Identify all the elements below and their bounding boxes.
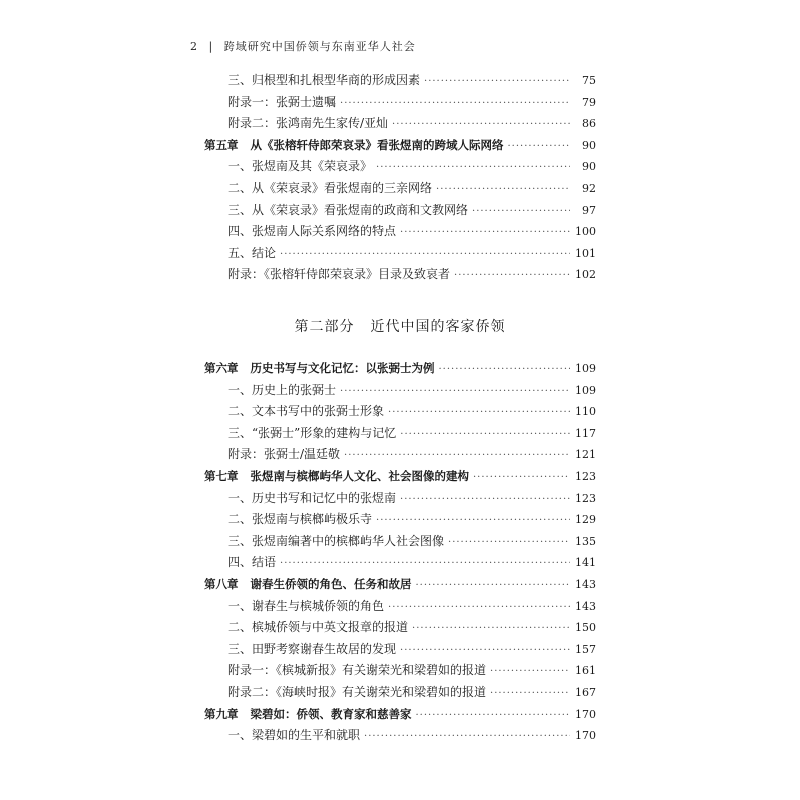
chapter-title: 历史书写与文化记忆：以张弼士为例 bbox=[250, 361, 435, 375]
page-number: 109 bbox=[575, 383, 596, 397]
dot-leader bbox=[508, 136, 571, 158]
dot-leader bbox=[280, 553, 570, 575]
chapter-number: 第八章 bbox=[204, 576, 239, 591]
page-number: 90 bbox=[582, 160, 596, 174]
toc-entry-row bbox=[204, 113, 596, 135]
entry-title: 五、结论 bbox=[228, 245, 277, 260]
dot-leader bbox=[416, 705, 571, 727]
toc-entry-row bbox=[204, 178, 596, 200]
dot-leader bbox=[454, 265, 570, 287]
chapter-number: 第九章 bbox=[204, 706, 239, 721]
toc-entry-row bbox=[204, 596, 596, 618]
entry-title: 二、张煜南与槟榔屿极乐寺 bbox=[228, 512, 373, 527]
entry-title: 三、“张弼士”形象的建构与记忆 bbox=[228, 425, 397, 440]
toc-entry-row bbox=[204, 617, 596, 639]
dot-leader bbox=[472, 201, 570, 223]
toc-entry-row bbox=[204, 156, 596, 178]
toc-entry-row bbox=[204, 243, 596, 265]
page-number: 143 bbox=[575, 599, 596, 613]
page-number: 157 bbox=[575, 642, 596, 656]
entry-title: 一、谢春生与槟城侨领的角色 bbox=[228, 598, 385, 613]
page-number: 123 bbox=[575, 469, 596, 483]
entry-title: 三、张煜南编著中的槟榔屿华人社会图像 bbox=[228, 533, 445, 548]
page-number: 109 bbox=[575, 362, 596, 375]
dot-leader bbox=[388, 402, 570, 424]
dot-leader bbox=[392, 114, 570, 136]
entry-title: 附录一：《槟城新报》有关谢荣光和梁碧如的报道 bbox=[228, 663, 487, 678]
dot-leader bbox=[412, 618, 570, 640]
page-number: 167 bbox=[575, 685, 596, 699]
header-separator: | bbox=[208, 40, 214, 53]
toc-entry-row bbox=[204, 552, 596, 574]
entry-title: 附录：《张榕轩侍郎荣哀录》目录及致哀者 bbox=[228, 267, 451, 282]
dot-leader bbox=[439, 359, 571, 381]
toc-chapter-row bbox=[204, 466, 596, 488]
page-number: 170 bbox=[575, 729, 596, 743]
entry-title: 一、历史上的张弼士 bbox=[228, 382, 337, 397]
dot-leader bbox=[280, 244, 570, 266]
toc-entry-row bbox=[204, 509, 596, 531]
chapter-number: 第七章 bbox=[204, 468, 239, 483]
entry-title: 一、梁碧如的生平和就职 bbox=[228, 728, 361, 743]
toc-entry-row bbox=[204, 660, 596, 682]
entry-title: 二、文本书写中的张弼士形象 bbox=[228, 404, 385, 419]
page-number: 117 bbox=[575, 426, 596, 440]
page-number: 170 bbox=[575, 707, 596, 721]
toc-entry-row bbox=[204, 423, 596, 445]
toc-bottom-section bbox=[204, 358, 596, 747]
entry-title: 一、历史书写和记忆中的张煜南 bbox=[228, 490, 397, 505]
chapter-title: 张煜南与槟榔屿华人文化、社会图像的建构 bbox=[250, 468, 469, 483]
entry-title: 附录：张弼士/温廷敬 bbox=[228, 447, 341, 462]
toc-chapter-row bbox=[204, 358, 596, 380]
dot-leader bbox=[424, 71, 570, 93]
page-number: 135 bbox=[575, 534, 596, 548]
page-number: 79 bbox=[582, 95, 596, 109]
entry-title: 三、田野考察谢春生故居的发现 bbox=[228, 641, 397, 656]
dot-leader bbox=[344, 445, 570, 467]
chapter-number: 第六章 bbox=[204, 361, 239, 375]
dot-leader bbox=[490, 683, 570, 705]
dot-leader bbox=[473, 467, 570, 489]
toc-entry-row bbox=[204, 380, 596, 402]
dot-leader bbox=[388, 597, 570, 619]
part-title: 近代中国的客家侨领 bbox=[370, 319, 506, 335]
toc-entry-row bbox=[204, 488, 596, 510]
entry-title: 附录二：张鸿南先生家传/亚灿 bbox=[228, 116, 389, 131]
dot-leader bbox=[448, 532, 570, 554]
page-number: 92 bbox=[582, 181, 596, 195]
chapter-number: 第五章 bbox=[204, 137, 239, 152]
dot-leader bbox=[400, 222, 570, 244]
page-number: 150 bbox=[575, 621, 596, 635]
page-number: 141 bbox=[575, 556, 596, 570]
running-header bbox=[190, 38, 416, 54]
page-number: 86 bbox=[582, 117, 596, 131]
toc-chapter-row bbox=[204, 135, 596, 157]
entry-title: 附录二：《海峡时报》有关谢荣光和梁碧如的报道 bbox=[228, 684, 487, 699]
dot-leader bbox=[376, 157, 570, 179]
toc-entry-row bbox=[204, 264, 596, 286]
toc-entry-row bbox=[204, 444, 596, 466]
page-number: 110 bbox=[575, 405, 596, 419]
page-number: 101 bbox=[575, 246, 596, 260]
dot-leader bbox=[416, 575, 571, 597]
toc-entry-row bbox=[204, 92, 596, 114]
entry-title: 三、从《荣哀录》看张煜南的政商和文教网络 bbox=[228, 202, 469, 217]
toc-entry-row bbox=[204, 401, 596, 423]
dot-leader bbox=[490, 661, 570, 683]
toc-entry-row bbox=[204, 682, 596, 704]
page-number: 121 bbox=[575, 448, 596, 462]
header-book-title: 跨域研究中国侨领与东南亚华人社会 bbox=[223, 40, 416, 53]
page-number: 123 bbox=[575, 491, 596, 505]
dot-leader bbox=[340, 93, 570, 115]
entry-title: 二、槟城侨领与中英文报章的报道 bbox=[228, 620, 409, 635]
dot-leader bbox=[340, 381, 570, 403]
page-number: 100 bbox=[575, 225, 596, 239]
toc-chapter-row bbox=[204, 704, 596, 726]
toc-top-section bbox=[204, 70, 596, 286]
page-number: 90 bbox=[582, 138, 596, 152]
chapter-title: 从《张榕轩侍郎荣哀录》看张煜南的跨域人际网络 bbox=[250, 137, 504, 152]
page-number: 143 bbox=[575, 577, 596, 591]
chapter-title: 梁碧如：侨领、教育家和慈善家 bbox=[250, 706, 412, 721]
entry-title: 二、从《荣哀录》看张煜南的三亲网络 bbox=[228, 180, 433, 195]
page-number: 97 bbox=[582, 203, 596, 217]
toc-entry-row bbox=[204, 221, 596, 243]
part-heading bbox=[0, 316, 800, 336]
entry-title: 附录一：张弼士遗嘱 bbox=[228, 94, 337, 109]
toc-entry-row bbox=[204, 200, 596, 222]
page-number: 102 bbox=[575, 268, 596, 282]
entry-title: 四、结语 bbox=[228, 555, 277, 570]
toc-entry-row bbox=[204, 70, 596, 92]
dot-leader bbox=[400, 424, 570, 446]
dot-leader bbox=[364, 726, 570, 748]
chapter-title: 谢春生侨领的角色、任务和故居 bbox=[250, 576, 412, 591]
page-number: 129 bbox=[575, 513, 596, 527]
page-number: 75 bbox=[582, 74, 596, 87]
toc-chapter-row bbox=[204, 574, 596, 596]
toc-entry-row bbox=[204, 725, 596, 747]
dot-leader bbox=[400, 489, 570, 511]
dot-leader bbox=[376, 510, 570, 532]
dot-leader bbox=[436, 179, 570, 201]
toc-entry-row bbox=[204, 639, 596, 661]
entry-title: 一、张煜南及其《荣哀录》 bbox=[228, 159, 373, 174]
header-page-number: 2 bbox=[190, 40, 198, 53]
entry-title: 三、归根型和扎根型华商的形成因素 bbox=[228, 73, 421, 87]
page-number: 161 bbox=[575, 664, 596, 678]
part-label: 第二部分 bbox=[294, 319, 355, 335]
entry-title: 四、张煜南人际关系网络的特点 bbox=[228, 224, 397, 239]
dot-leader bbox=[400, 640, 570, 662]
toc-entry-row bbox=[204, 531, 596, 553]
